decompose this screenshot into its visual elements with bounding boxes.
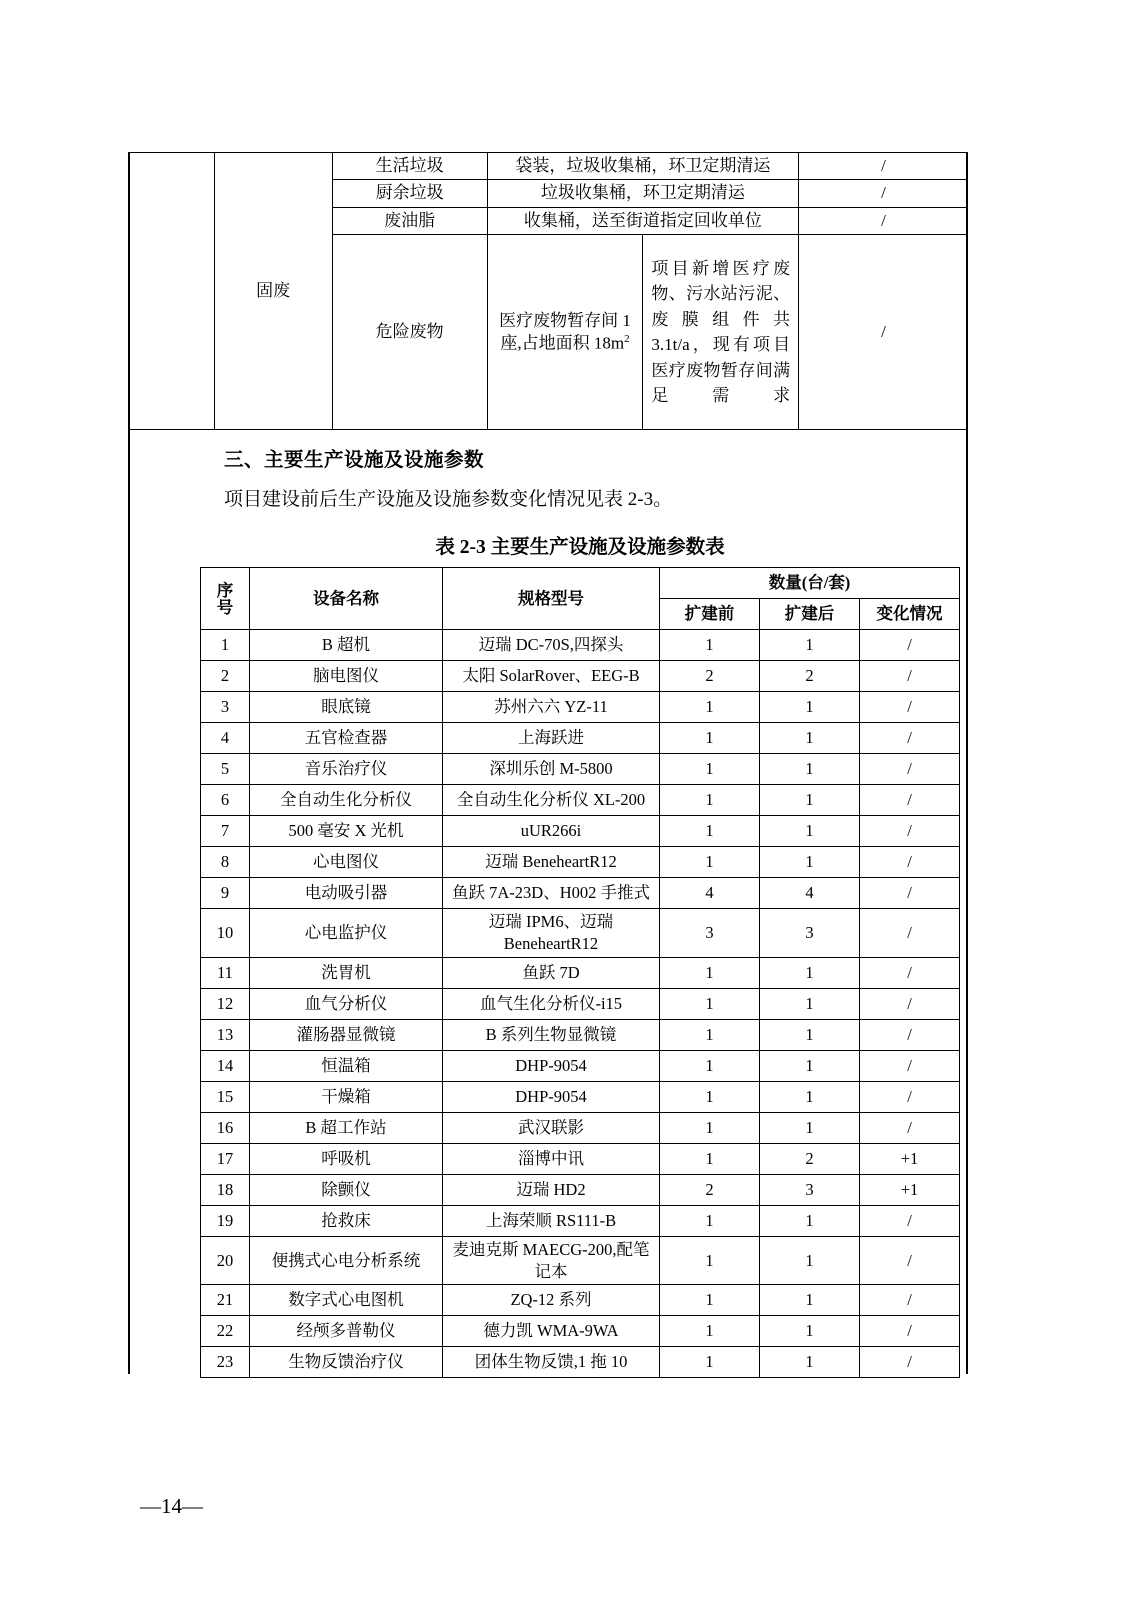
table-row: [201, 1316, 960, 1347]
cell-pre: 1: [660, 957, 760, 988]
cell-no: 18: [201, 1174, 250, 1205]
cell-no: 19: [201, 1205, 250, 1236]
equipment-table-body: [201, 630, 960, 1378]
cell-spec: 太阳 SolarRover、EEG-B: [443, 661, 660, 692]
cell-change: /: [860, 847, 960, 878]
waste-desc: 收集桶，送至街道指定回收单位: [487, 207, 798, 234]
waste-note: 项目新增医疗废物、污水站污泥、废膜组件共 3.1t/a，现有项目医疗废物暂存间满足需求: [643, 235, 799, 430]
cell-name: 血气分析仪: [250, 988, 443, 1019]
table-row: [201, 692, 960, 723]
cell-post: 3: [760, 1174, 860, 1205]
cell-post: 1: [760, 1285, 860, 1316]
table-row: [201, 785, 960, 816]
cell-post: 1: [760, 723, 860, 754]
cell-post: 1: [760, 1316, 860, 1347]
table-row: [201, 1112, 960, 1143]
cell-spec: 迈瑞 DC-70S,四探头: [443, 630, 660, 661]
table-header-row: [201, 568, 960, 599]
table-row: [201, 957, 960, 988]
table-row: [201, 1019, 960, 1050]
cell-change: /: [860, 630, 960, 661]
cell-spec: 迈瑞 IPM6、迈瑞 BeneheartR12: [443, 909, 660, 958]
waste-name: 生活垃圾: [332, 153, 487, 180]
cell-pre: 1: [660, 847, 760, 878]
waste-name: 危险废物: [332, 235, 487, 430]
cell-no: 12: [201, 988, 250, 1019]
cell-pre: 2: [660, 1174, 760, 1205]
cell-name: 抢救床: [250, 1205, 443, 1236]
cell-name: 500 毫安 X 光机: [250, 816, 443, 847]
cell-name: 恒温箱: [250, 1050, 443, 1081]
waste-last: /: [799, 180, 968, 207]
cell-spec: 鱼跃 7D: [443, 957, 660, 988]
cell-change: /: [860, 754, 960, 785]
cell-name: 数字式心电图机: [250, 1285, 443, 1316]
cell-no: 9: [201, 878, 250, 909]
cell-spec: 迈瑞 HD2: [443, 1174, 660, 1205]
cell-pre: 1: [660, 723, 760, 754]
table-row: [201, 1143, 960, 1174]
cell-name: 五官检查器: [250, 723, 443, 754]
cell-spec: 血气生化分析仪-i15: [443, 988, 660, 1019]
cell-spec: 团体生物反馈,1 拖 10: [443, 1347, 660, 1378]
cell-no: 4: [201, 723, 250, 754]
cell-spec: B 系列生物显微镜: [443, 1019, 660, 1050]
cell-change: /: [860, 988, 960, 1019]
cell-name: 灌肠器显微镜: [250, 1019, 443, 1050]
table-row: [201, 1081, 960, 1112]
cell-pre: 4: [660, 878, 760, 909]
cell-change: /: [860, 1316, 960, 1347]
cell-no: 21: [201, 1285, 250, 1316]
cell-change: /: [860, 1347, 960, 1378]
cell-post: 1: [760, 754, 860, 785]
waste-last: /: [799, 235, 968, 430]
cell-name: 心电图仪: [250, 847, 443, 878]
cell-name: 脑电图仪: [250, 661, 443, 692]
cell-no: 6: [201, 785, 250, 816]
cell-post: 3: [760, 909, 860, 958]
header-no: [201, 568, 250, 630]
cell-pre: 1: [660, 988, 760, 1019]
cell-post: 1: [760, 785, 860, 816]
cell-spec: 苏州六六 YZ-11: [443, 692, 660, 723]
cell-change: /: [860, 909, 960, 958]
cell-post: 1: [760, 847, 860, 878]
cell-no: 5: [201, 754, 250, 785]
cell-pre: 1: [660, 1205, 760, 1236]
cell-name: B 超工作站: [250, 1112, 443, 1143]
cell-pre: 2: [660, 661, 760, 692]
table-row: [201, 1050, 960, 1081]
cell-no: 13: [201, 1019, 250, 1050]
cell-spec: uUR266i: [443, 816, 660, 847]
cell-spec: DHP-9054: [443, 1081, 660, 1112]
cell-name: 经颅多普勒仪: [250, 1316, 443, 1347]
cell-post: 1: [760, 692, 860, 723]
cell-spec: 德力凯 WMA-9WA: [443, 1316, 660, 1347]
table-row: [201, 1285, 960, 1316]
cell-pre: 1: [660, 1019, 760, 1050]
cell-spec: 鱼跃 7A-23D、H002 手推式: [443, 878, 660, 909]
cell-name: 音乐治疗仪: [250, 754, 443, 785]
cell-post: 2: [760, 1143, 860, 1174]
waste-last: /: [799, 153, 968, 180]
cell-pre: 1: [660, 785, 760, 816]
cell-pre: 1: [660, 1143, 760, 1174]
cell-name: 心电监护仪: [250, 909, 443, 958]
waste-desc: 医疗废物暂存间 1 座,占地面积 $18m^2$: [487, 235, 643, 430]
cell-name: 洗胃机: [250, 957, 443, 988]
cell-pre: 1: [660, 1285, 760, 1316]
equipment-table-wrapper: [128, 567, 968, 1378]
cell-change: /: [860, 723, 960, 754]
blank-left-cell: [128, 153, 214, 430]
header-change: 变化情况: [860, 599, 960, 630]
cell-pre: 1: [660, 816, 760, 847]
cell-spec: 迈瑞 BeneheartR12: [443, 847, 660, 878]
cell-post: 2: [760, 661, 860, 692]
cell-pre: 1: [660, 1081, 760, 1112]
cell-name: 生物反馈治疗仪: [250, 1347, 443, 1378]
header-name: 设备名称: [250, 568, 443, 630]
cell-change: /: [860, 661, 960, 692]
solid-waste-table: [128, 152, 968, 430]
cell-spec: ZQ-12 系列: [443, 1285, 660, 1316]
cell-pre: 1: [660, 1236, 760, 1285]
cell-spec: 淄博中讯: [443, 1143, 660, 1174]
cell-pre: 1: [660, 692, 760, 723]
cell-spec: 深圳乐创 M-5800: [443, 754, 660, 785]
cell-name: 干燥箱: [250, 1081, 443, 1112]
cell-post: 1: [760, 1112, 860, 1143]
waste-name: 废油脂: [332, 207, 487, 234]
cell-post: 1: [760, 1081, 860, 1112]
cell-post: 1: [760, 988, 860, 1019]
page-content: [128, 152, 968, 1378]
cell-change: /: [860, 1081, 960, 1112]
cell-change: /: [860, 785, 960, 816]
cell-post: 1: [760, 1347, 860, 1378]
cell-name: B 超机: [250, 630, 443, 661]
cell-pre: 1: [660, 1347, 760, 1378]
table-row: [201, 630, 960, 661]
table-row: [201, 661, 960, 692]
cell-name: 呼吸机: [250, 1143, 443, 1174]
table-row: [201, 1347, 960, 1378]
header-no-line2: 号: [216, 597, 234, 617]
table-caption: 表 2-3 主要生产设施及设施参数表: [435, 537, 725, 559]
cell-pre: 1: [660, 1050, 760, 1081]
header-pre: 扩建前: [660, 599, 760, 630]
cell-change: /: [860, 1050, 960, 1081]
cell-pre: 1: [660, 754, 760, 785]
waste-desc: 垃圾收集桶，环卫定期清运: [487, 180, 798, 207]
table-row: [201, 723, 960, 754]
cell-name: 电动吸引器: [250, 878, 443, 909]
table-row: [201, 1174, 960, 1205]
cell-change: +1: [860, 1143, 960, 1174]
table-row: [201, 988, 960, 1019]
superscript-2: 2: [624, 332, 630, 345]
cell-no: 7: [201, 816, 250, 847]
cell-post: 1: [760, 816, 860, 847]
table-row: [201, 878, 960, 909]
section-paragraph: 项目建设前后生产设施及设施参数变化情况见表 2-3。: [224, 489, 673, 511]
cell-change: /: [860, 1285, 960, 1316]
cell-pre: 3: [660, 909, 760, 958]
cell-no: 11: [201, 957, 250, 988]
page-number: —14—: [140, 1494, 203, 1518]
cell-no: 22: [201, 1316, 250, 1347]
cell-pre: 1: [660, 1316, 760, 1347]
waste-last: /: [799, 207, 968, 234]
waste-desc: 袋装，垃圾收集桶，环卫定期清运: [487, 153, 798, 180]
cell-spec: 全自动生化分析仪 XL-200: [443, 785, 660, 816]
header-post: 扩建后: [760, 599, 860, 630]
table-row: [201, 909, 960, 958]
cell-no: 2: [201, 661, 250, 692]
cell-name: 全自动生化分析仪: [250, 785, 443, 816]
cell-no: 15: [201, 1081, 250, 1112]
cell-name: 除颤仪: [250, 1174, 443, 1205]
cell-post: 1: [760, 1050, 860, 1081]
cell-spec: 上海荣顺 RS111-B: [443, 1205, 660, 1236]
equipment-table: [200, 567, 960, 1378]
cell-spec: DHP-9054: [443, 1050, 660, 1081]
category-cell: 固废: [214, 153, 332, 430]
section-heading: 三、主要生产设施及设施参数: [224, 450, 485, 472]
cell-no: 10: [201, 909, 250, 958]
cell-change: /: [860, 816, 960, 847]
table-row: [201, 1236, 960, 1285]
cell-no: 23: [201, 1347, 250, 1378]
cell-no: 16: [201, 1112, 250, 1143]
cell-post: 4: [760, 878, 860, 909]
cell-post: 1: [760, 630, 860, 661]
table-row: [201, 1205, 960, 1236]
cell-change: /: [860, 1205, 960, 1236]
cell-pre: 1: [660, 630, 760, 661]
cell-no: 8: [201, 847, 250, 878]
header-spec: 规格型号: [443, 568, 660, 630]
cell-post: 1: [760, 1019, 860, 1050]
cell-name: 眼底镜: [250, 692, 443, 723]
table-row: [201, 754, 960, 785]
cell-change: /: [860, 957, 960, 988]
waste-name: 厨余垃圾: [332, 180, 487, 207]
cell-post: 1: [760, 957, 860, 988]
cell-change: /: [860, 1019, 960, 1050]
cell-spec: 武汉联影: [443, 1112, 660, 1143]
cell-name: 便携式心电分析系统: [250, 1236, 443, 1285]
cell-pre: 1: [660, 1112, 760, 1143]
cell-change: /: [860, 692, 960, 723]
cell-post: 1: [760, 1205, 860, 1236]
cell-no: 1: [201, 630, 250, 661]
cell-spec: 上海跃进: [443, 723, 660, 754]
cell-no: 17: [201, 1143, 250, 1174]
cell-no: 20: [201, 1236, 250, 1285]
table-row: [128, 153, 968, 180]
cell-change: /: [860, 1236, 960, 1285]
header-qty-group: 数量(台/套): [660, 568, 960, 599]
cell-change: +1: [860, 1174, 960, 1205]
table-row: [201, 847, 960, 878]
cell-no: 3: [201, 692, 250, 723]
cell-change: /: [860, 878, 960, 909]
cell-spec: 麦迪克斯 MAECG-200,配笔记本: [443, 1236, 660, 1285]
cell-post: 1: [760, 1236, 860, 1285]
cell-change: /: [860, 1112, 960, 1143]
cell-no: 14: [201, 1050, 250, 1081]
table-row: [201, 816, 960, 847]
header-no-line1: 序: [216, 580, 234, 600]
